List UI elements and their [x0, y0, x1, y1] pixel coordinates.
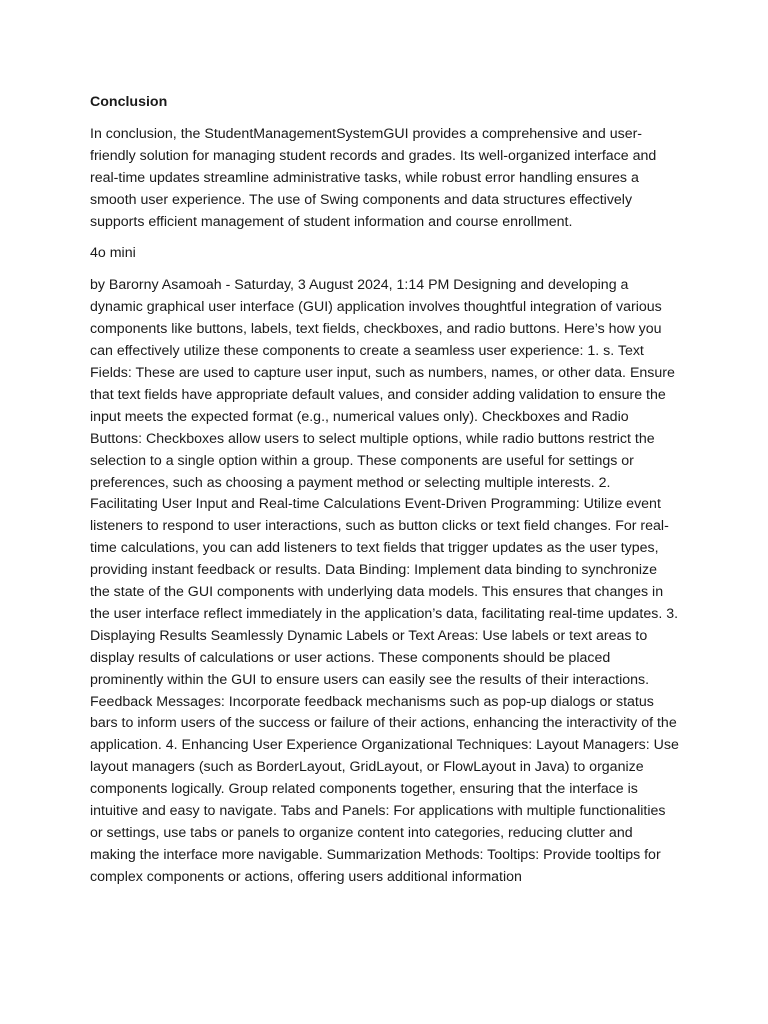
forum-post-paragraph: by Barorny Asamoah - Saturday, 3 August 2024, 1:14 PM Designing and developing a dynamic graphical user interface (GUI) application involves thoughtful integration of various components like buttons, labels, text fields, checkboxes, and radio buttons. Here’s how you can effectively utilize these components to create a seamless user experience: 1. s. Text Fields: These are used to capture user input, such as numbers, names, or other data. Ensure that text fields have appropriate default values, and consider adding validation to ensure the input meets the expected format (e.g., numerical values only). Checkboxes and Radio Buttons: Checkboxes allow users to select multiple options, while radio buttons restrict the selection to a single option within a group. These components are useful for settings or preferences, such as choosing a payment method or selecting multiple interests. 2. Facilitating User Input and Real-time Calculations Event-Driven Programming: Utilize event listeners to respond to user interactions, such as button clicks or text field changes. For real-time calculations, you can add listeners to text fields that trigger updates as the user types, providing instant feedback or results. Data Binding: Implement data binding to synchronize the state of the GUI components with underlying data models. This ensures that changes in the user interface reflect immediately in the application’s data, facilitating real-time updates. 3. Displaying Results Seamlessly Dynamic Labels or Text Areas: Use labels or text areas to display results of calculations or user actions. These components should be placed prominently within the GUI to ensure users can easily see the results of their interactions. Feedback Messages: Incorporate feedback mechanisms such as pop-up dialogs or status bars to inform users of the success or failure of their actions, enhancing the interactivity of the application. 4. Enhancing User Experience Organizational Techniques: Layout Managers: Use layout managers (such as BorderLayout, GridLayout, or FlowLayout in Java) to organize components logically. Group related components together, ensuring that the interface is intuitive and easy to navigate. Tabs and Panels: For applications with multiple functionalities or settings, use tabs or panels to organize content into categories, reducing clutter and making the interface more navigable. Summarization Methods: Tooltips: Provide tooltips for complex components or actions, offering users additional information — [90, 277, 679, 885]
document-page — [90, 92, 680, 899]
section-heading: Conclusion — [90, 94, 168, 110]
conclusion-paragraph: In conclusion, the StudentManagementSystemGUI provides a comprehensive and user-friendly solution for managing student records and grades. Its well-organized interface and real-time updates streamline administrative tasks, while robust error handling ensures a smooth user experience. The use of Swing components and data structures effectively supports efficient management of student information and course enrollment. — [90, 125, 657, 230]
model-label: 4o mini — [90, 245, 136, 262]
